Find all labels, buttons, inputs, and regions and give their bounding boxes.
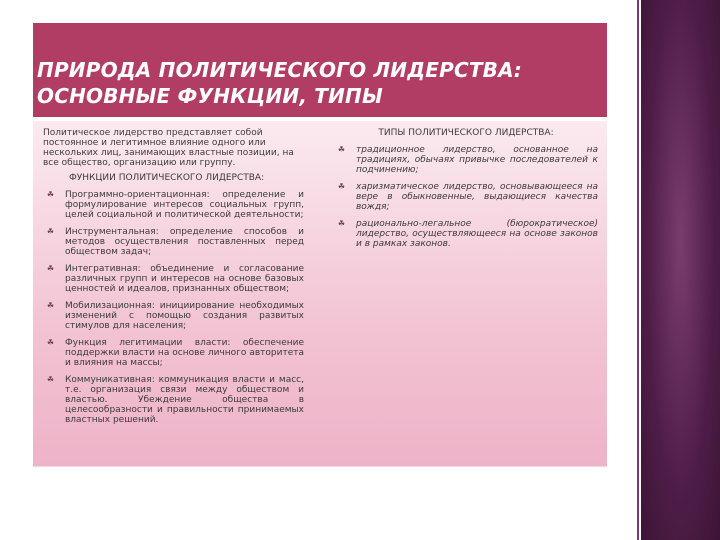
side-band-line [637, 0, 639, 540]
function-item [43, 264, 304, 294]
function-item-text: Программно-ориентационная: определение и формулирование интересов социальных групп, целей социальной и политической деятельности; [65, 190, 304, 220]
function-item-text: Мобилизационная: инициирование необходимых изменений с помощью создания развитых стимулов для населения; [65, 301, 304, 331]
functions-column [43, 128, 304, 432]
definition-text: Политическое лидерство представляет собой постоянное и легитимное влияние одного или нескольких лиц, занимающих властные позиции, на все общество, организацию или группу. [43, 128, 294, 168]
function-item-text: Функция легитимации власти: обеспечение поддержки власти на основе личного авторитета и влияния на массы; [65, 338, 304, 368]
type-item-text: харизматическое лидерство, основывающееся на вере в обыкновенные, выдающиеся качества вождя; [356, 182, 598, 212]
functions-heading: ФУНКЦИИ ПОЛИТИЧЕСКОГО ЛИДЕРСТВА: [69, 173, 265, 183]
clover-bullet-icon [337, 145, 346, 154]
clover-bullet-icon [46, 301, 55, 310]
function-item [43, 338, 304, 368]
types-heading: ТИПЫ ПОЛИТИЧЕСКОГО ЛИДЕРСТВА: [378, 128, 554, 138]
clover-bullet-icon [46, 190, 55, 199]
function-item [43, 301, 304, 331]
function-item-text: Инструментальная: определение способов и методов осуществления поставленных перед обществом задач; [65, 227, 304, 257]
function-item [43, 375, 304, 425]
clover-bullet-icon [46, 264, 55, 273]
functions-list [43, 190, 304, 425]
type-item-text: рационально-легальное (бюрократическое) лидерство, осуществляющееся на основе законов и в рамках законов. [356, 219, 598, 249]
type-item [334, 219, 598, 249]
title-banner [33, 23, 607, 117]
type-item [334, 182, 598, 212]
clover-bullet-icon [46, 338, 55, 347]
function-item [43, 190, 304, 220]
function-item-text: Коммуникативная: коммуникация власти и масс, т.е. организация связи между обществом и властью. Убеждение общества в целесообразности и правильности принимаемых властных решений. [65, 375, 304, 425]
clover-bullet-icon [337, 219, 346, 228]
types-column [334, 128, 598, 256]
clover-bullet-icon [337, 182, 346, 191]
types-list [334, 145, 598, 249]
type-item [334, 145, 598, 175]
decorative-side-band [641, 0, 720, 540]
clover-bullet-icon [46, 227, 55, 236]
type-item-text: традиционное лидерство, основанное на традициях, обычаях привычке последователей к подчинению; [356, 145, 598, 175]
slide-title: ПРИРОДА ПОЛИТИЧЕСКОГО ЛИДЕРСТВА: ОСНОВНЫЕ ФУНКЦИИ, ТИПЫ [37, 58, 523, 108]
clover-bullet-icon [46, 375, 55, 384]
function-item-text: Интегративная: объединение и согласование различных групп и интересов на основе базовых ценностей и идеалов, признанных обществом; [65, 264, 304, 294]
function-item [43, 227, 304, 257]
